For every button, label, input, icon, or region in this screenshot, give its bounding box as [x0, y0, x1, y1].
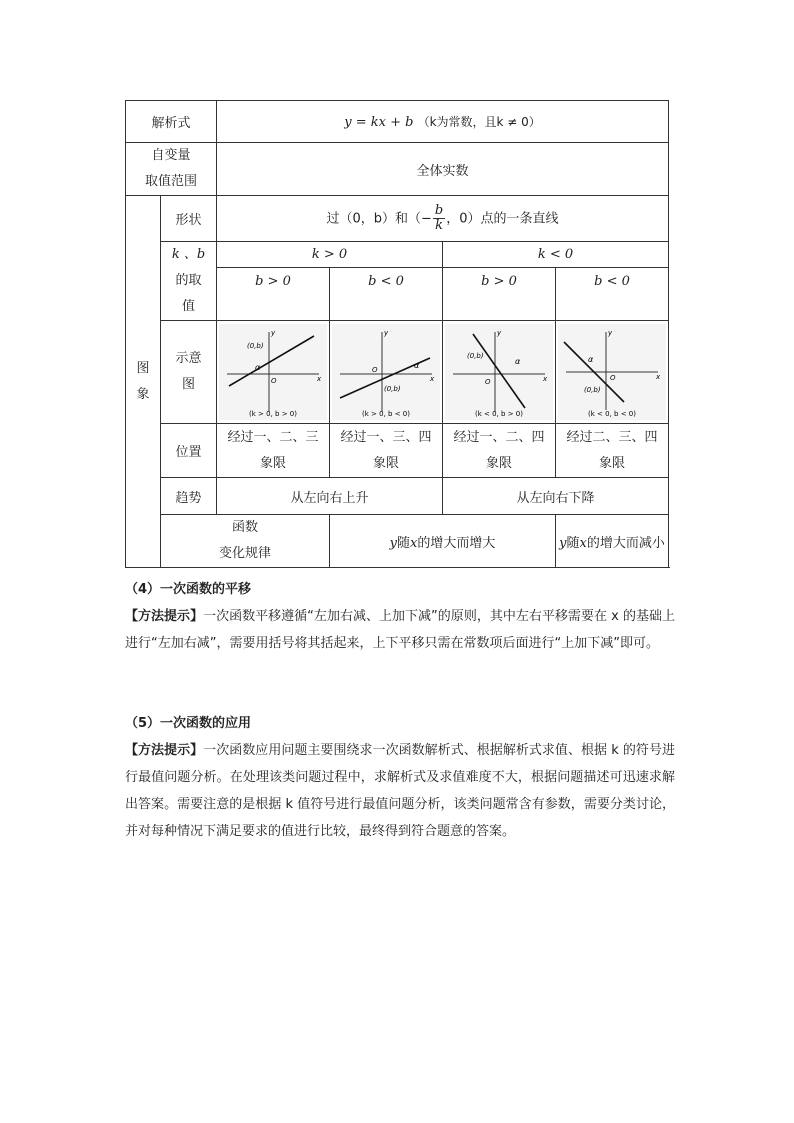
trend-down: 从左向右下降 [443, 478, 669, 515]
graph-3 [445, 324, 553, 420]
label-domain-1: 自变量 [151, 148, 191, 163]
row-position [126, 424, 669, 478]
label-change-1: 函数 [232, 520, 259, 535]
formula-note: （k为常数，且k ≠ 0） [417, 115, 541, 129]
alpha-2: α [414, 361, 420, 370]
row-analytic [126, 101, 669, 143]
graph-cell-3 [443, 321, 556, 424]
y-axis-label-3: y [497, 329, 502, 337]
caption-3: (k < 0, b > 0) [475, 410, 523, 418]
position-3b: 象限 [486, 455, 513, 471]
label-position: 位置 [161, 424, 217, 478]
origin-3: O [485, 378, 491, 386]
position-1b: 象限 [260, 455, 287, 471]
section4-text: 一次函数平移遵循“左加右减、上加下减”的原则，其中左右平移需要在 x 的基础上进行“左加右减”，需要用括号将其括起来，上下平移只需在常数项后面进行“上加下减”即可。 [125, 609, 675, 651]
caption-4: (k < 0, b < 0) [588, 410, 636, 418]
label-trend: 趋势 [161, 478, 217, 515]
x-axis-label-1: x [317, 375, 322, 383]
y-axis-label-1: y [271, 329, 276, 337]
label-domain-2: 取值范围 [145, 174, 198, 189]
position-1a: 经过一、二、三 [227, 429, 319, 445]
graph-4 [558, 324, 666, 420]
origin-1: O [271, 377, 277, 385]
b-case-1: b > 0 [217, 268, 330, 321]
y-axis-label-2: y [384, 329, 389, 337]
label-kb-2: 的取 [175, 273, 202, 288]
point-label-2: (0,b) [384, 385, 401, 393]
x-axis-label-4: x [656, 373, 661, 381]
section5-title: （5）一次函数的应用 [125, 716, 252, 731]
label-change-2: 变化规律 [219, 546, 272, 561]
shape-text-1: 过（0，b）和（− [326, 211, 432, 226]
label-diagram-1: 示意 [175, 351, 202, 366]
section5-body [125, 737, 675, 845]
domain-value: 全体实数 [217, 143, 669, 196]
label-graph-2: 象 [136, 386, 150, 402]
fraction-b-over-k: $\frac{b}{k}$ [434, 202, 444, 233]
graph-cell-2 [330, 321, 443, 424]
caption-1: (k > 0, b > 0) [249, 410, 297, 418]
label-diagram-2: 图 [182, 377, 196, 392]
row-k-sign [126, 242, 669, 268]
row-change [126, 515, 669, 568]
b-case-2: b < 0 [330, 268, 443, 321]
section5-text: 一次函数应用问题主要围绕求一次函数解析式、根据解析式求值、根据 k 的符号进行最值问题分析。在处理该类问题过程中，求解析式及求值难度不大，根据问题描述可迅速求解出答案。需要注意的是根据 k 值符号进行最值问题分析，该类问题常含有参数，需要分类讨论，并对每种情况下满足要求的值进行比较，最终得到符合题意的答案。 [125, 743, 675, 839]
graph-2 [332, 324, 440, 420]
change-decrease: y随x的增大而减小 [556, 515, 669, 568]
row-domain [126, 143, 669, 196]
point-label-1: (0,b) [247, 342, 264, 350]
row-trend [126, 478, 669, 515]
section4-title: （4）一次函数的平移 [125, 582, 252, 597]
label-kb-3: 值 [182, 299, 196, 314]
x-axis-label-2: x [430, 375, 435, 383]
label-analytic: 解析式 [126, 101, 217, 143]
label-graph-1: 图 [136, 360, 150, 376]
graph-cell-4 [556, 321, 669, 424]
alpha-4: α [588, 355, 594, 364]
change-increase: y随x的增大而增大 [330, 515, 556, 568]
section4-body [125, 603, 675, 657]
x-axis-label-3: x [543, 375, 548, 383]
linear-function-table [125, 100, 669, 568]
section5-tip-label: 【方法提示】 [125, 743, 204, 758]
point-label-4: (0,b) [584, 386, 601, 394]
position-2a: 经过一、三、四 [340, 429, 432, 445]
b-case-4: b < 0 [556, 268, 669, 321]
alpha-3: α [515, 357, 521, 366]
row-shape [126, 196, 669, 242]
y-axis-label-4: y [608, 329, 613, 337]
row-diagrams [126, 321, 669, 424]
formula: y = kx + b [344, 115, 414, 130]
caption-2: (k > 0, b < 0) [362, 410, 410, 418]
b-case-3: b > 0 [443, 268, 556, 321]
label-shape: 形状 [161, 196, 217, 242]
k-positive: k > 0 [217, 242, 443, 268]
section4-tip-label: 【方法提示】 [125, 609, 204, 624]
origin-4: O [610, 374, 616, 382]
position-3a: 经过一、二、四 [453, 429, 545, 445]
position-4b: 象限 [599, 455, 626, 471]
shape-text-2: ，0）点的一条直线 [446, 211, 559, 226]
origin-2: O [372, 366, 378, 374]
trend-up: 从左向右上升 [217, 478, 443, 515]
point-label-3: (0,b) [467, 352, 484, 360]
position-4a: 经过二、三、四 [566, 429, 658, 445]
graph-1 [219, 324, 327, 420]
label-kb-1: k 、b [171, 247, 206, 262]
position-2b: 象限 [373, 455, 400, 471]
alpha-1: α [255, 363, 261, 372]
graph-cell-1 [217, 321, 330, 424]
k-negative: k < 0 [443, 242, 669, 268]
